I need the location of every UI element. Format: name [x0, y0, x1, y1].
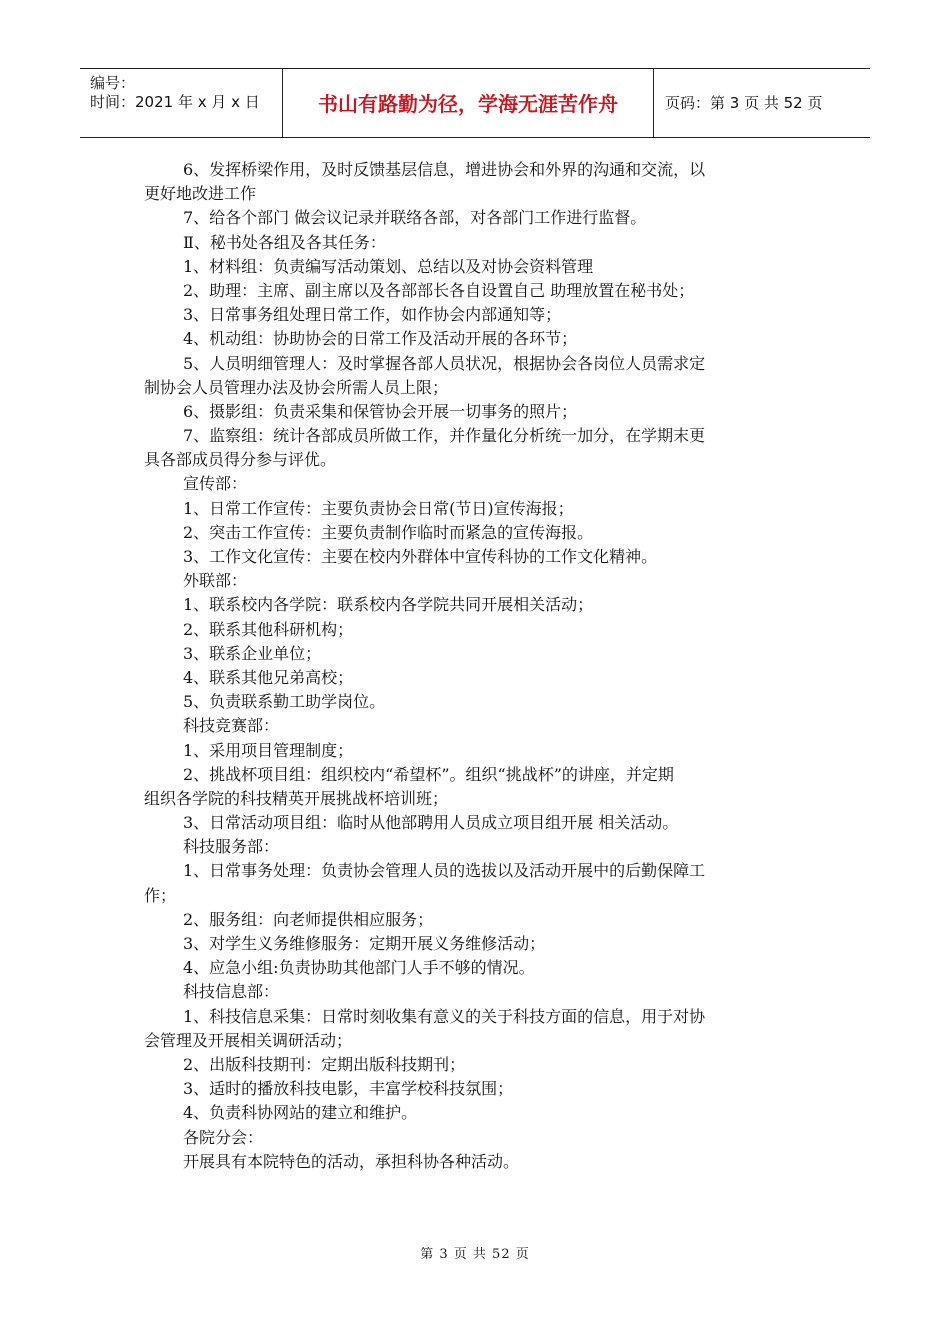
- body-line: 1、材料组：负责编写活动策划、总结以及对协会资料管理: [183, 256, 594, 276]
- body-line: 7、监察组：统计各部成员所做工作，并作量化分析统一加分，在学期末更: [183, 426, 706, 446]
- body-line: 科技服务部：: [183, 837, 280, 857]
- body-line: Ⅱ、秘书处各组及各其任务：: [183, 232, 386, 252]
- body-line: 5、人员明细管理人：及时掌握各部人员状况，根据协会各岗位人员需求定: [183, 353, 706, 373]
- body-line: 科技竞赛部：: [183, 716, 280, 736]
- body-line: 3、工作文化宣传：主要在校内外群体中宣传科协的工作文化精神。: [183, 547, 658, 566]
- body-line: 作；: [144, 885, 177, 905]
- header-page-number: 页码：第 3 页 共 52 页: [665, 94, 823, 112]
- body-line: 2、联系其他科研机构；: [183, 619, 354, 639]
- body-line: 2、出版科技期刊：定期出版科技期刊；: [183, 1054, 466, 1074]
- body-line: 科技信息部：: [183, 982, 280, 1002]
- header-motto: 书山有路勤为径，学海无涯苦作舟: [318, 92, 618, 116]
- body-line: 具各部成员得分参与评优。: [144, 450, 337, 470]
- body-line: 3、对学生义务维修服务：定期开展义务维修活动；: [183, 934, 546, 953]
- document-body: [144, 158, 810, 1174]
- body-line: 6、摄影组：负责采集和保管协会开展一切事务的照片；: [183, 401, 578, 421]
- body-line: 4、负责科协网站的建立和维护。: [183, 1103, 418, 1123]
- body-line: 3、适时的播放科技电影，丰富学校科技氛围；: [183, 1079, 514, 1099]
- body-line: 5、负责联系勤工助学岗位。: [183, 692, 386, 712]
- header-info-cell: [80, 69, 283, 137]
- body-line: 宣传部：: [183, 474, 248, 494]
- date-label: 时间：2021 年 x 月 x 日: [90, 93, 260, 111]
- body-line: 4、联系其他兄弟高校；: [183, 667, 354, 687]
- body-line: 1、科技信息采集：日常时刻收集有意义的关于科技方面的信息，用于对协: [183, 1006, 706, 1026]
- body-line: 1、联系校内各学院：联系校内各学院共同开展相关活动；: [183, 595, 594, 615]
- body-line: 1、日常工作宣传：主要负责协会日常(节日)宣传海报；: [183, 498, 574, 518]
- body-line: 4、应急小组:负责协助其他部门人手不够的情况。: [183, 958, 535, 978]
- body-line: 6、发挥桥梁作用，及时反馈基层信息，增进协会和外界的沟通和交流，以: [183, 160, 706, 179]
- body-line: 开展具有本院特色的活动，承担科协各种活动。: [183, 1151, 520, 1171]
- body-line: 1、采用项目管理制度；: [183, 740, 354, 760]
- body-line: 3、日常事务组处理日常工作，如作协会内部通知等；: [183, 305, 562, 325]
- serial-number-label: 编号：: [90, 74, 136, 92]
- header-motto-cell: [283, 69, 654, 137]
- body-line: 3、联系企业单位；: [183, 643, 322, 663]
- body-line: 2、突击工作宣传：主要负责制作临时而紧急的宣传海报。: [183, 522, 594, 542]
- body-line: 4、机动组：协助协会的日常工作及活动开展的各环节；: [183, 329, 578, 349]
- body-line: 2、服务组：向老师提供相应服务；: [183, 909, 434, 929]
- header-page-cell: [655, 69, 870, 137]
- body-line: 2、助理：主席、副主席以及各部部长各自设置自己 助理放置在秘书处；: [183, 280, 695, 300]
- page-header: [80, 68, 870, 138]
- body-line: 2、挑战杯项目组：组织校内“希望杯”。组织“挑战杯”的讲座，并定期: [183, 764, 674, 784]
- page-footer: 第 3 页 共 52 页: [420, 1247, 530, 1262]
- body-line: 7、给各个部门 做会议记录并联络各部，对各部门工作进行监督。: [183, 208, 647, 228]
- body-line: 各院分会：: [183, 1127, 264, 1147]
- body-line: 更好地改进工作: [144, 184, 257, 204]
- body-line: 1、日常事务处理：负责协会管理人员的选拔以及活动开展中的后勤保障工: [183, 861, 706, 881]
- body-line: 外联部：: [183, 571, 248, 591]
- body-line: 3、日常活动项目组：临时从他部聘用人员成立项目组开展 相关活动。: [183, 813, 679, 833]
- body-line: 组织各学院的科技精英开展挑战杯培训班；: [144, 788, 449, 808]
- body-line: 制协会人员管理办法及协会所需人员上限；: [144, 377, 449, 397]
- body-line: 会管理及开展相关调研活动；: [144, 1030, 353, 1050]
